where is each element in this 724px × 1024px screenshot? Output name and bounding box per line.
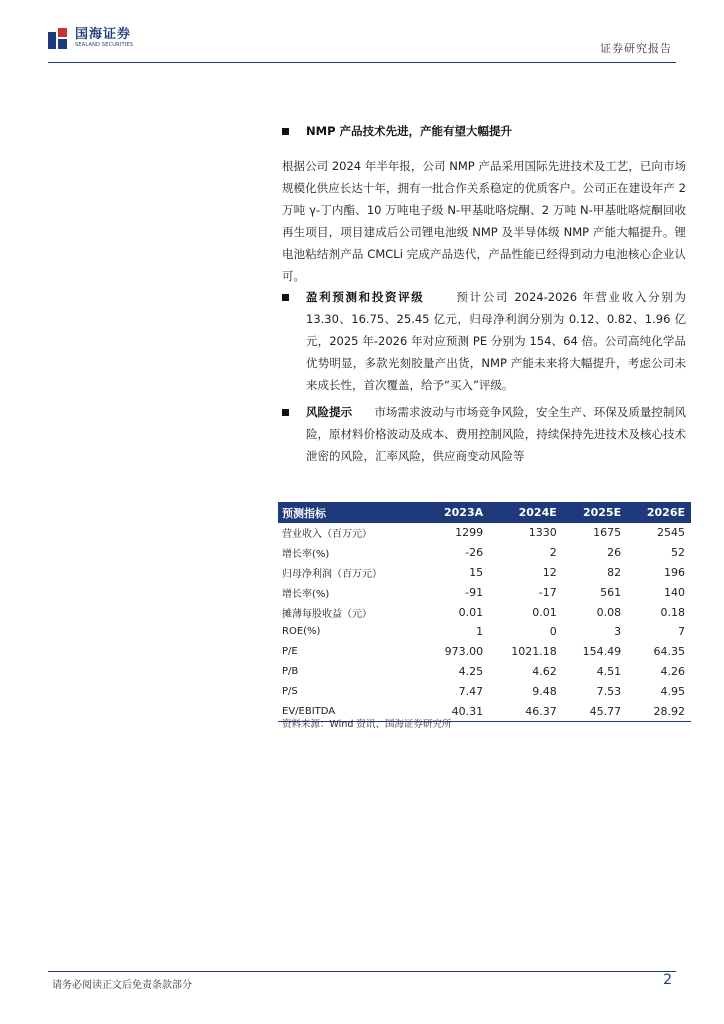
table-cell: 增长率(%) bbox=[282, 549, 330, 561]
table-cell: 营业收入（百万元） bbox=[282, 529, 372, 541]
table-cell: 15 bbox=[469, 565, 484, 579]
table-cell: 归母净利润（百万元） bbox=[282, 568, 382, 580]
table-row bbox=[278, 543, 691, 563]
table-header-cell: 预测指标 bbox=[278, 502, 424, 523]
table-cell: -26 bbox=[465, 546, 484, 560]
table-source-note: 资料来源：Wind 资讯、国海证券研究所 bbox=[282, 719, 452, 730]
company-logo bbox=[48, 28, 133, 50]
table-cell: 0.01 bbox=[458, 605, 484, 619]
logo-mark-icon bbox=[48, 28, 70, 50]
footer-divider bbox=[48, 971, 676, 972]
bullet-square-icon bbox=[282, 128, 289, 135]
section-text: 预计公司 2024-2026 年营业收入分别为 13.30、16.75、25.45 亿元，归母净利润分别为 0.12、0.82、1.96 亿元，2025 年-2026 年对应预测 PE 分别为 154、64 倍。公司高纯化学品优势明显，多款光刻胶量产出货，NMP 产能未来将大幅提升，考虑公司未来成长性，首次覆盖，给予“买入”评级。 bbox=[306, 290, 687, 392]
table-cell: P/B bbox=[282, 665, 299, 677]
table-cell: 561 bbox=[600, 585, 622, 599]
table-cell: 增长率(%) bbox=[282, 588, 330, 600]
table-cell: 2545 bbox=[657, 526, 685, 540]
table-cell: 0.18 bbox=[660, 605, 685, 619]
table-cell: 52 bbox=[671, 546, 685, 560]
table-cell: EV/EBITDA bbox=[278, 701, 424, 721]
table-cell: 12 bbox=[542, 565, 557, 579]
page-header bbox=[48, 28, 676, 63]
logo-chinese-name: 国海证券 bbox=[75, 27, 132, 42]
table-header-cell: 2023A bbox=[424, 502, 489, 523]
table-cell: 82 bbox=[607, 565, 622, 579]
section-risk-warning bbox=[282, 401, 686, 467]
table-cell: -17 bbox=[538, 585, 557, 599]
section-title: 盈利预测和投资评级 bbox=[306, 290, 425, 304]
table-cell: 45.77 bbox=[563, 701, 627, 721]
table-header-cell: 2026E bbox=[627, 502, 691, 523]
table-cell: 0.08 bbox=[596, 605, 622, 619]
footer-disclaimer: 请务必阅读正文后免责条款部分 bbox=[52, 980, 192, 991]
table-cell: 1299 bbox=[455, 526, 484, 540]
section-nmp-heading bbox=[282, 120, 686, 142]
table-row bbox=[278, 602, 691, 622]
table-cell: 0.01 bbox=[532, 605, 557, 619]
table-row bbox=[278, 662, 691, 682]
table-header-cell: 2024E bbox=[489, 502, 563, 523]
table-cell: -91 bbox=[465, 585, 484, 599]
table-cell: 196 bbox=[664, 565, 685, 579]
section-title: NMP 产品技术先进，产能有望大幅提升 bbox=[306, 124, 512, 138]
section-forecast-rating bbox=[282, 286, 686, 396]
table-cell: 4.51 bbox=[596, 664, 622, 678]
table-row bbox=[278, 622, 691, 642]
table-cell: 3 bbox=[614, 625, 622, 639]
table-cell: 1675 bbox=[593, 526, 622, 540]
table-cell: P/E bbox=[282, 646, 298, 658]
bullet-square-icon bbox=[282, 294, 289, 301]
forecast-table bbox=[278, 502, 691, 722]
table-cell: 7.47 bbox=[458, 684, 484, 698]
table-cell: ROE(%) bbox=[282, 626, 321, 638]
table-cell: 26 bbox=[607, 546, 622, 560]
table-row bbox=[278, 523, 691, 543]
table-cell: 4.26 bbox=[660, 664, 685, 678]
table-cell: 1021.18 bbox=[511, 645, 557, 659]
table-row bbox=[278, 563, 691, 583]
table-cell: 64.35 bbox=[653, 645, 685, 659]
section-title: 风险提示 bbox=[306, 405, 353, 419]
table-cell: 4.62 bbox=[532, 664, 557, 678]
table-cell: 40.31 bbox=[424, 701, 489, 721]
table-cell: 140 bbox=[664, 585, 685, 599]
table-cell: 1 bbox=[476, 625, 484, 639]
table-cell: 7 bbox=[678, 625, 685, 639]
table-cell: 28.92 bbox=[627, 701, 691, 721]
table-cell: 4.95 bbox=[660, 684, 685, 698]
page-number: 2 bbox=[663, 972, 672, 988]
section-text: 市场需求波动与市场竞争风险，安全生产、环保及质量控制风险，原材料价格波动及成本、费用控制风险，持续保持先进技术及核心技术泄密的风险，汇率风险，供应商变动风险等 bbox=[306, 405, 687, 463]
logo-english-name: SEALAND SECURITIES bbox=[75, 42, 134, 48]
section-nmp-body: 根据公司 2024 年半年报，公司 NMP 产品采用国际先进技术及工艺，已向市场规模化供应长达十年，拥有一批合作关系稳定的优质客户。公司正在建设年产 2 万吨 γ-丁内酯、10 万吨电子级 N-甲基吡咯烷酮、2 万吨 N-甲基吡咯烷酮回收再生项目，项目建成后公司锂电池级 NMP 及半导体级 NMP 产能大幅提升。锂电池粘结剂产品 CMCLi 完成产品迭代，产品性能已经得到动力电池核心企业认可。 bbox=[282, 159, 686, 283]
table-cell: 46.37 bbox=[489, 701, 563, 721]
table-cell: 973.00 bbox=[444, 645, 484, 659]
report-type-label: 证券研究报告 bbox=[600, 42, 672, 55]
table-row bbox=[278, 642, 691, 662]
table-cell: 4.25 bbox=[458, 664, 484, 678]
table-cell: 2 bbox=[549, 546, 557, 560]
table-row bbox=[278, 582, 691, 602]
table-cell: 摊薄每股收益（元） bbox=[282, 608, 372, 620]
table-row bbox=[278, 681, 691, 701]
table-header-row bbox=[278, 502, 691, 523]
table-cell: 154.49 bbox=[582, 645, 622, 659]
table-cell: P/S bbox=[282, 685, 298, 697]
table-cell: 7.53 bbox=[596, 684, 622, 698]
bullet-square-icon bbox=[282, 409, 289, 416]
table-cell: 9.48 bbox=[532, 684, 557, 698]
table-cell: 1330 bbox=[528, 526, 557, 540]
table-cell: 0 bbox=[549, 625, 557, 639]
table-header-cell: 2025E bbox=[563, 502, 627, 523]
